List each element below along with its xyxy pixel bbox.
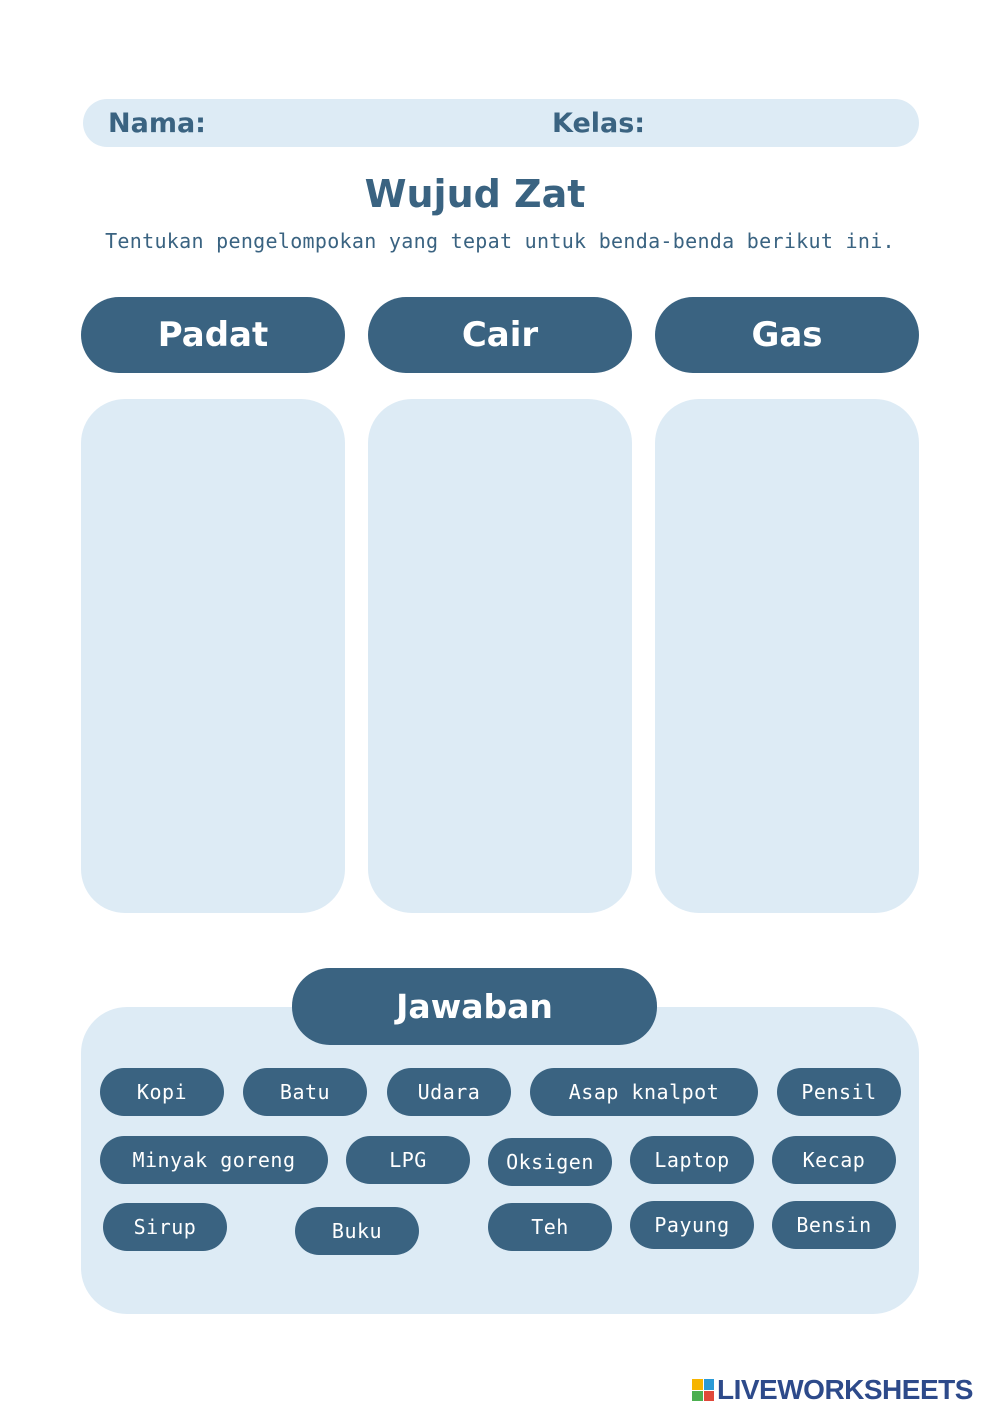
liveworksheets-logo-text: LIVEWORKSHEETS — [717, 1374, 973, 1405]
answer-chip-buku[interactable]: Buku — [295, 1207, 419, 1255]
instruction-text: Tentukan pengelompokan yang tepat untuk benda-benda berikut ini. — [105, 229, 895, 253]
drop-zone-gas[interactable] — [655, 399, 919, 913]
category-header-padat: Padat — [81, 297, 345, 373]
page-title: Wujud Zat — [364, 172, 586, 216]
answer-chip-asap-knalpot[interactable]: Asap knalpot — [530, 1068, 758, 1116]
answer-chip-udara[interactable]: Udara — [387, 1068, 511, 1116]
answer-bank-title: Jawaban — [292, 968, 657, 1045]
nama-label: Nama: — [108, 108, 206, 139]
liveworksheets-logo — [692, 1375, 973, 1405]
answer-chip-laptop[interactable]: Laptop — [630, 1136, 754, 1184]
kelas-label: Kelas: — [552, 108, 646, 139]
category-header-cair: Cair — [368, 297, 632, 373]
name-class-bar — [83, 99, 919, 147]
answer-chip-minyak-goreng[interactable]: Minyak goreng — [100, 1136, 328, 1184]
answer-chip-batu[interactable]: Batu — [243, 1068, 367, 1116]
drop-zone-cair[interactable] — [368, 399, 632, 913]
answer-chip-bensin[interactable]: Bensin — [772, 1201, 896, 1249]
drop-zone-padat[interactable] — [81, 399, 345, 913]
answer-chip-kecap[interactable]: Kecap — [772, 1136, 896, 1184]
answer-chip-payung[interactable]: Payung — [630, 1201, 754, 1249]
answer-chip-teh[interactable]: Teh — [488, 1203, 612, 1251]
answer-chip-pensil[interactable]: Pensil — [777, 1068, 901, 1116]
answer-chip-lpg[interactable]: LPG — [346, 1136, 470, 1184]
answer-chip-kopi[interactable]: Kopi — [100, 1068, 224, 1116]
answer-chip-sirup[interactable]: Sirup — [103, 1203, 227, 1251]
liveworksheets-logo-icon — [692, 1379, 714, 1401]
answer-chip-oksigen[interactable]: Oksigen — [488, 1138, 612, 1186]
category-header-gas: Gas — [655, 297, 919, 373]
